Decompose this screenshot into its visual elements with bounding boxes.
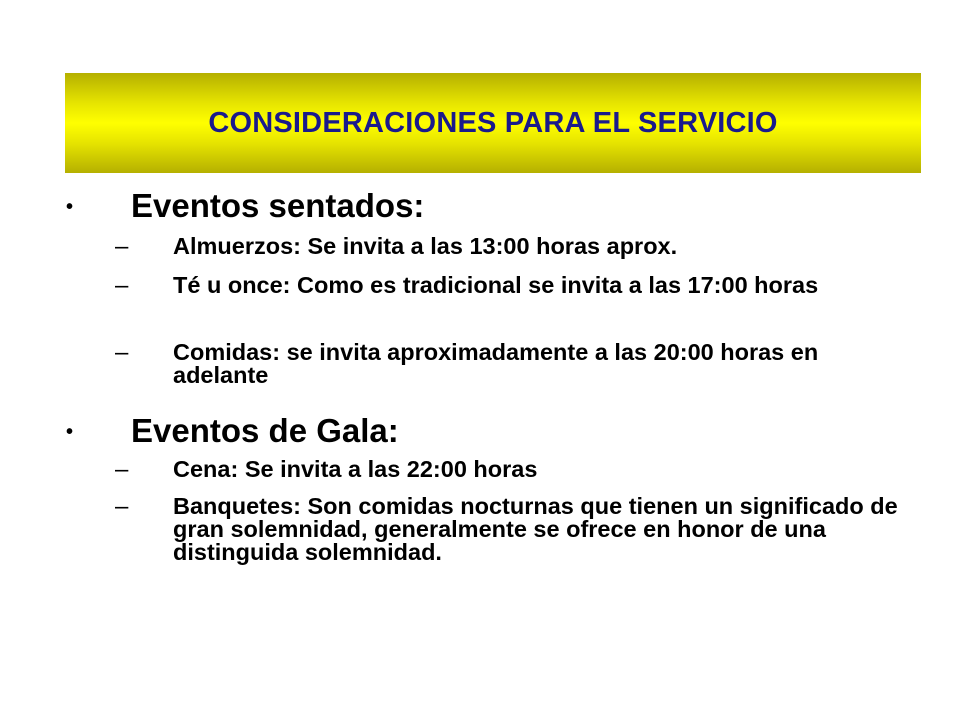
dash-icon: – xyxy=(115,272,129,299)
section-heading: Eventos sentados: xyxy=(131,187,425,224)
bullet-icon: • xyxy=(66,421,74,443)
dash-icon: – xyxy=(115,233,129,260)
dash-icon: – xyxy=(115,493,129,520)
dash-icon: – xyxy=(115,339,129,366)
sub-item-text: Banquetes: Son comidas nocturnas que tienen un significado de gran solemnidad, generalmente se ofrece en honor de una distinguida solemnidad. xyxy=(173,493,898,565)
section-heading: Eventos de Gala: xyxy=(131,412,399,449)
sub-item-text: Almuerzos: Se invita a las 13:00 horas aprox. xyxy=(173,233,678,259)
sub-item-text: Comidas: se invita aproximadamente a las 20:00 horas en adelante xyxy=(173,339,819,388)
dash-icon: – xyxy=(115,456,129,483)
sub-item-text: Té u once: Como es tradicional se invita a las 17:00 horas xyxy=(173,272,819,298)
slide-title: CONSIDERACIONES PARA EL SERVICIO xyxy=(208,106,778,139)
bullet-icon: • xyxy=(66,196,74,218)
sub-item-text: Cena: Se invita a las 22:00 horas xyxy=(173,456,538,482)
